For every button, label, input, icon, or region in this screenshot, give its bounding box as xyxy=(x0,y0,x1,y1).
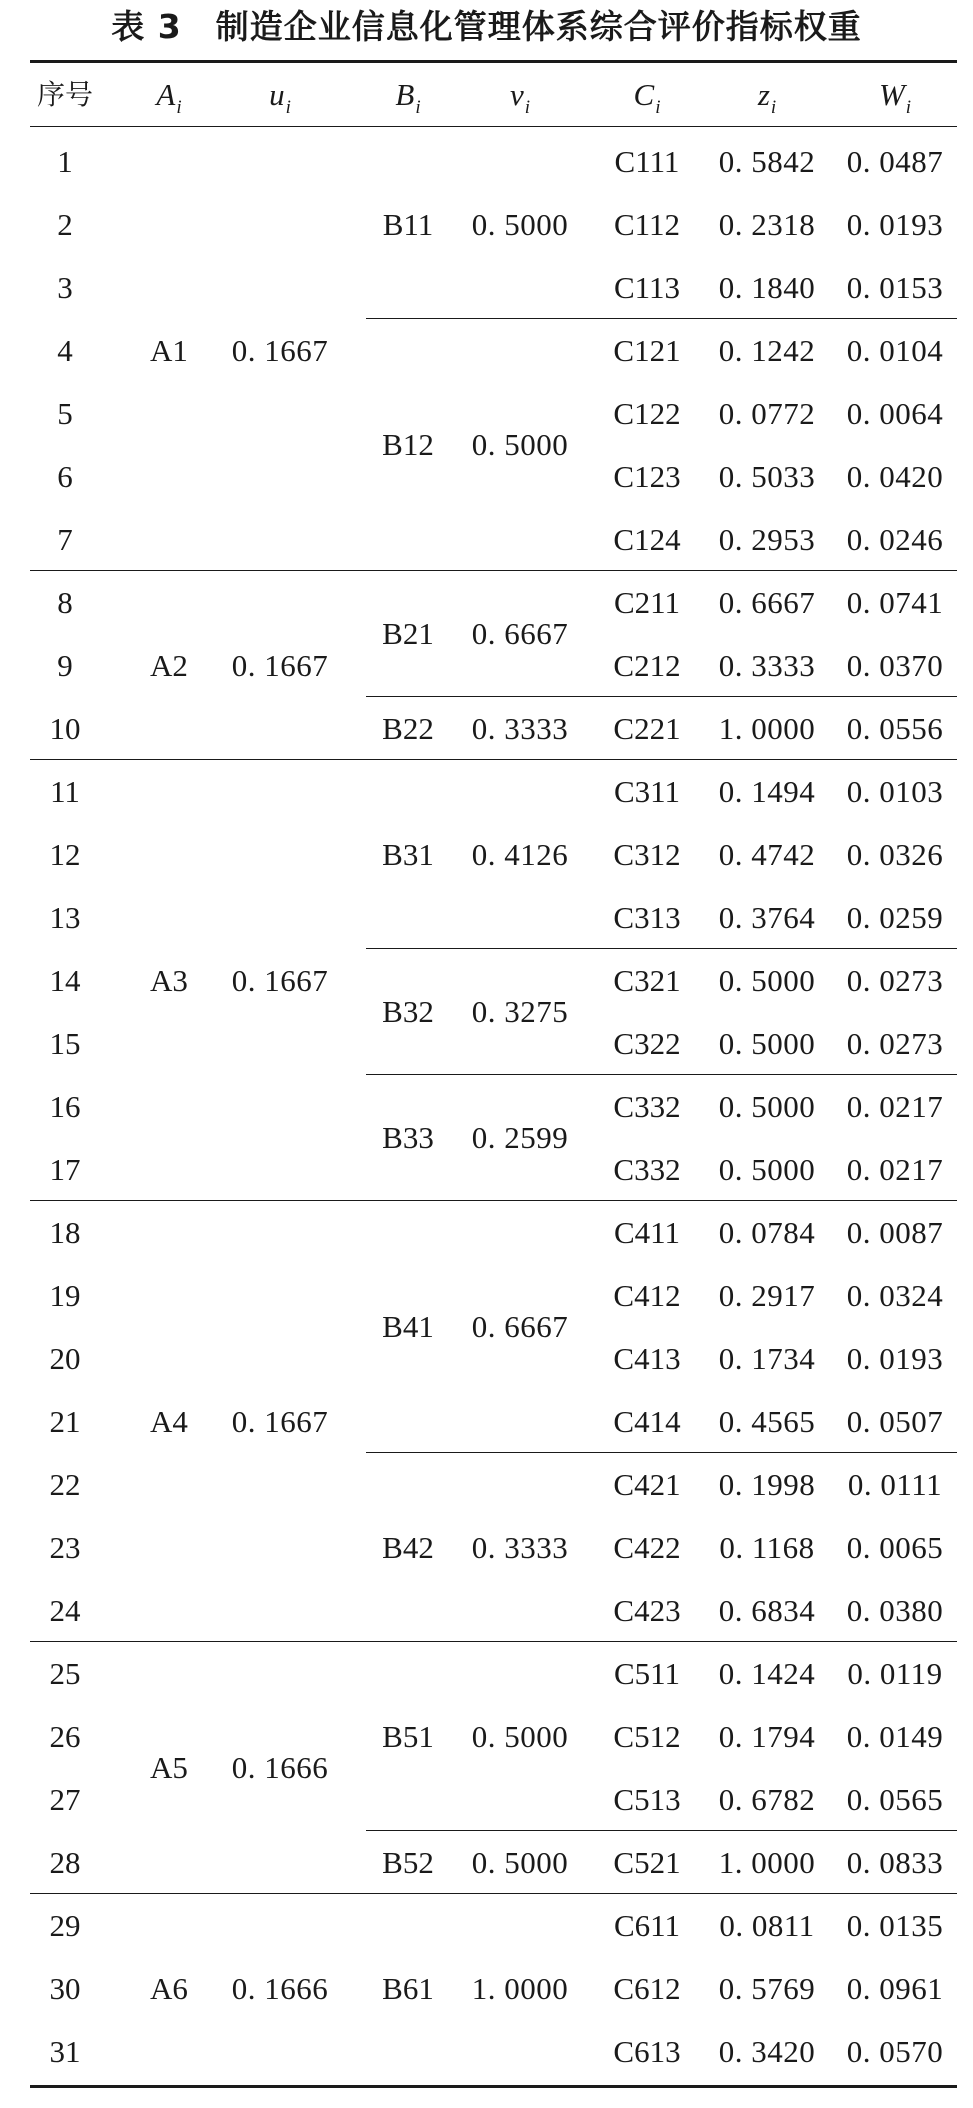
group-u-value: 0. 1666 xyxy=(231,1750,329,1785)
sub-b-label: B51 xyxy=(382,1719,434,1754)
header-w-subscript: i xyxy=(905,97,912,118)
row-index: 16 xyxy=(49,1089,81,1124)
row-w-value: 0. 0065 xyxy=(846,1530,944,1565)
row-c-label: C212 xyxy=(613,648,681,683)
row-c-label: C124 xyxy=(613,522,681,557)
row-index: 8 xyxy=(57,585,73,620)
row-index: 25 xyxy=(49,1656,81,1691)
row-c-label: C321 xyxy=(613,963,681,998)
sub-v-value: 0. 3333 xyxy=(471,1530,569,1565)
row-w-value: 0. 0087 xyxy=(846,1215,944,1250)
row-c-label: C511 xyxy=(613,1656,681,1691)
row-index: 7 xyxy=(57,522,73,557)
row-z-value: 0. 1168 xyxy=(719,1530,815,1565)
row-index: 23 xyxy=(49,1530,81,1565)
header-v xyxy=(460,63,580,127)
row-index: 19 xyxy=(49,1278,81,1313)
row-c-label: C521 xyxy=(613,1845,681,1880)
row-w-value: 0. 0961 xyxy=(846,1971,944,2006)
sub-v-value: 0. 5000 xyxy=(471,427,569,462)
group-u-value: 0. 1667 xyxy=(231,333,329,368)
row-index: 22 xyxy=(49,1467,81,1502)
row-w-value: 0. 0273 xyxy=(846,1026,944,1061)
row-z-value: 0. 6834 xyxy=(718,1593,816,1628)
row-index: 4 xyxy=(57,333,73,368)
row-z-value: 0. 1734 xyxy=(718,1341,816,1376)
sub-b-label: B61 xyxy=(382,1971,434,2006)
row-index: 10 xyxy=(49,711,81,746)
row-w-value: 0. 0064 xyxy=(846,396,944,431)
sub-b-label: B42 xyxy=(382,1530,434,1565)
header-w-symbol: W xyxy=(878,77,905,112)
row-c-label: C414 xyxy=(613,1404,681,1439)
row-z-value: 0. 5000 xyxy=(718,963,816,998)
group-u-value: 0. 1667 xyxy=(231,1404,329,1439)
row-z-value: 0. 1494 xyxy=(718,774,816,809)
group-a-label: A1 xyxy=(150,333,188,368)
sub-v-value: 0. 2599 xyxy=(471,1120,569,1155)
row-z-value: 0. 5033 xyxy=(718,459,816,494)
row-w-value: 0. 0149 xyxy=(846,1719,944,1754)
sub-v-value: 0. 5000 xyxy=(471,207,569,242)
row-index: 3 xyxy=(57,270,73,305)
row-z-value: 0. 5000 xyxy=(718,1152,816,1187)
row-w-value: 0. 0111 xyxy=(847,1467,943,1502)
row-index: 18 xyxy=(49,1215,81,1250)
header-u-subscript: i xyxy=(285,97,291,118)
row-c-label: C412 xyxy=(613,1278,681,1313)
group-a-label: A5 xyxy=(150,1750,188,1785)
row-index: 29 xyxy=(49,1908,81,1943)
header-c-symbol: C xyxy=(633,77,655,112)
sub-b-label: B12 xyxy=(382,427,434,462)
header-v-subscript: i xyxy=(524,97,531,118)
row-z-value: 0. 1424 xyxy=(718,1656,816,1691)
table-title: 表 3 制造企业信息化管理体系综合评价指标权重 xyxy=(111,7,862,46)
row-index: 17 xyxy=(49,1152,81,1187)
group-a-label: A6 xyxy=(150,1971,188,2006)
row-z-value: 0. 5000 xyxy=(718,1026,816,1061)
sub-v-value: 0. 5000 xyxy=(471,1845,569,1880)
row-index: 21 xyxy=(49,1404,81,1439)
row-w-value: 0. 0370 xyxy=(846,648,944,683)
row-z-value: 1. 0000 xyxy=(718,1845,816,1880)
group-a-label: A2 xyxy=(150,648,188,683)
row-c-label: C422 xyxy=(613,1530,681,1565)
row-z-value: 1. 0000 xyxy=(718,711,816,746)
row-z-value: 0. 3420 xyxy=(718,2034,816,2069)
row-w-value: 0. 0246 xyxy=(846,522,944,557)
row-w-value: 0. 0380 xyxy=(846,1593,944,1628)
sub-v-value: 0. 3333 xyxy=(471,711,569,746)
row-index: 12 xyxy=(49,837,81,872)
header-a xyxy=(134,63,204,127)
table-bottom-rule xyxy=(30,2085,957,2088)
row-w-value: 0. 0833 xyxy=(846,1845,944,1880)
row-c-label: C111 xyxy=(614,144,680,179)
row-w-value: 0. 0487 xyxy=(846,144,944,179)
header-u-symbol: u xyxy=(269,77,285,112)
row-c-label: C113 xyxy=(613,270,681,305)
row-z-value: 0. 5842 xyxy=(718,144,816,179)
header-z-subscript: i xyxy=(770,97,777,118)
sub-b-label: B52 xyxy=(382,1845,434,1880)
sub-v-value: 0. 3275 xyxy=(471,994,569,1029)
row-c-label: C122 xyxy=(613,396,681,431)
sub-v-value: 0. 6667 xyxy=(471,1309,569,1344)
group-a-label: A3 xyxy=(150,963,188,998)
row-z-value: 0. 0772 xyxy=(718,396,816,431)
row-z-value: 0. 3333 xyxy=(718,648,816,683)
row-index: 15 xyxy=(49,1026,81,1061)
row-z-value: 0. 2953 xyxy=(718,522,816,557)
row-w-value: 0. 0193 xyxy=(846,207,944,242)
row-c-label: C312 xyxy=(613,837,681,872)
header-a-symbol: A xyxy=(156,77,176,112)
row-index: 2 xyxy=(57,207,73,242)
row-c-label: C512 xyxy=(613,1719,681,1754)
row-c-label: C123 xyxy=(613,459,681,494)
header-w xyxy=(835,63,955,127)
header-b-subscript: i xyxy=(415,97,421,118)
row-z-value: 0. 1794 xyxy=(718,1719,816,1754)
row-c-label: C613 xyxy=(613,2034,681,2069)
row-index: 27 xyxy=(49,1782,81,1817)
header-v-symbol: v xyxy=(509,77,524,112)
row-w-value: 0. 0326 xyxy=(846,837,944,872)
row-c-label: C221 xyxy=(613,711,681,746)
header-z-symbol: z xyxy=(757,77,770,112)
row-z-value: 0. 6782 xyxy=(718,1782,816,1817)
row-index: 20 xyxy=(49,1341,81,1376)
group-u-value: 0. 1667 xyxy=(231,648,329,683)
row-c-label: C413 xyxy=(613,1341,681,1376)
row-c-label: C322 xyxy=(613,1026,681,1061)
row-c-label: C332 xyxy=(613,1152,681,1187)
row-w-value: 0. 0273 xyxy=(846,963,944,998)
row-z-value: 0. 4742 xyxy=(718,837,816,872)
row-z-value: 0. 1998 xyxy=(718,1467,816,1502)
row-w-value: 0. 0119 xyxy=(847,1656,943,1691)
row-c-label: C313 xyxy=(613,900,681,935)
header-c xyxy=(602,63,692,127)
row-index: 1 xyxy=(57,144,73,179)
row-c-label: C421 xyxy=(613,1467,681,1502)
row-index: 11 xyxy=(50,774,80,809)
row-index: 13 xyxy=(49,900,81,935)
header-c-subscript: i xyxy=(655,97,661,118)
row-index: 28 xyxy=(49,1845,81,1880)
header-u xyxy=(220,63,340,127)
row-w-value: 0. 0565 xyxy=(846,1782,944,1817)
row-z-value: 0. 0784 xyxy=(718,1215,816,1250)
row-c-label: C112 xyxy=(613,207,681,242)
row-z-value: 0. 1242 xyxy=(718,333,816,368)
row-index: 26 xyxy=(49,1719,81,1754)
row-c-label: C612 xyxy=(613,1971,681,2006)
row-index: 24 xyxy=(49,1593,81,1628)
sub-b-label: B31 xyxy=(382,837,434,872)
row-index: 5 xyxy=(57,396,73,431)
row-z-value: 0. 1840 xyxy=(718,270,816,305)
sub-b-label: B11 xyxy=(382,207,434,242)
header-index xyxy=(30,63,100,127)
row-z-value: 0. 2917 xyxy=(718,1278,816,1313)
row-w-value: 0. 0556 xyxy=(846,711,944,746)
row-w-value: 0. 0193 xyxy=(846,1341,944,1376)
sub-b-label: B22 xyxy=(382,711,434,746)
row-c-label: C423 xyxy=(613,1593,681,1628)
row-w-value: 0. 0217 xyxy=(846,1152,944,1187)
row-w-value: 0. 0153 xyxy=(846,270,944,305)
row-c-label: C211 xyxy=(613,585,681,620)
sub-v-value: 1. 0000 xyxy=(471,1971,569,2006)
row-z-value: 0. 5000 xyxy=(718,1089,816,1124)
group-u-value: 0. 1667 xyxy=(231,963,329,998)
header-b xyxy=(368,63,448,127)
row-w-value: 0. 0741 xyxy=(846,585,944,620)
row-index: 14 xyxy=(49,963,81,998)
row-w-value: 0. 0420 xyxy=(846,459,944,494)
row-w-value: 0. 0103 xyxy=(846,774,944,809)
header-a-subscript: i xyxy=(176,97,182,118)
header-b-symbol: B xyxy=(395,77,415,112)
row-index: 30 xyxy=(49,1971,81,2006)
sub-v-value: 0. 6667 xyxy=(471,616,569,651)
row-z-value: 0. 6667 xyxy=(718,585,816,620)
row-w-value: 0. 0104 xyxy=(846,333,944,368)
sub-b-label: B32 xyxy=(382,994,434,1029)
row-w-value: 0. 0507 xyxy=(846,1404,944,1439)
row-w-value: 0. 0324 xyxy=(846,1278,944,1313)
sub-b-label: B21 xyxy=(382,616,434,651)
row-z-value: 0. 4565 xyxy=(718,1404,816,1439)
row-c-label: C411 xyxy=(613,1215,681,1250)
row-c-label: C611 xyxy=(613,1908,681,1943)
header-z xyxy=(707,63,827,127)
row-w-value: 0. 0259 xyxy=(846,900,944,935)
row-c-label: C311 xyxy=(613,774,681,809)
group-a-label: A4 xyxy=(150,1404,188,1439)
row-c-label: C513 xyxy=(613,1782,681,1817)
row-z-value: 0. 5769 xyxy=(718,1971,816,2006)
row-index: 9 xyxy=(57,648,73,683)
row-z-value: 0. 0811 xyxy=(719,1908,815,1943)
sub-v-value: 0. 5000 xyxy=(471,1719,569,1754)
row-index: 6 xyxy=(57,459,73,494)
sub-b-label: B33 xyxy=(382,1120,434,1155)
row-c-label: C332 xyxy=(613,1089,681,1124)
sub-b-label: B41 xyxy=(382,1309,434,1344)
row-w-value: 0. 0135 xyxy=(846,1908,944,1943)
row-z-value: 0. 2318 xyxy=(718,207,816,242)
row-c-label: C121 xyxy=(613,333,681,368)
row-index: 31 xyxy=(49,2034,81,2069)
row-z-value: 0. 3764 xyxy=(718,900,816,935)
sub-v-value: 0. 4126 xyxy=(471,837,569,872)
header-index-symbol: 序号 xyxy=(36,78,93,111)
row-w-value: 0. 0217 xyxy=(846,1089,944,1124)
row-w-value: 0. 0570 xyxy=(846,2034,944,2069)
group-u-value: 0. 1666 xyxy=(231,1971,329,2006)
